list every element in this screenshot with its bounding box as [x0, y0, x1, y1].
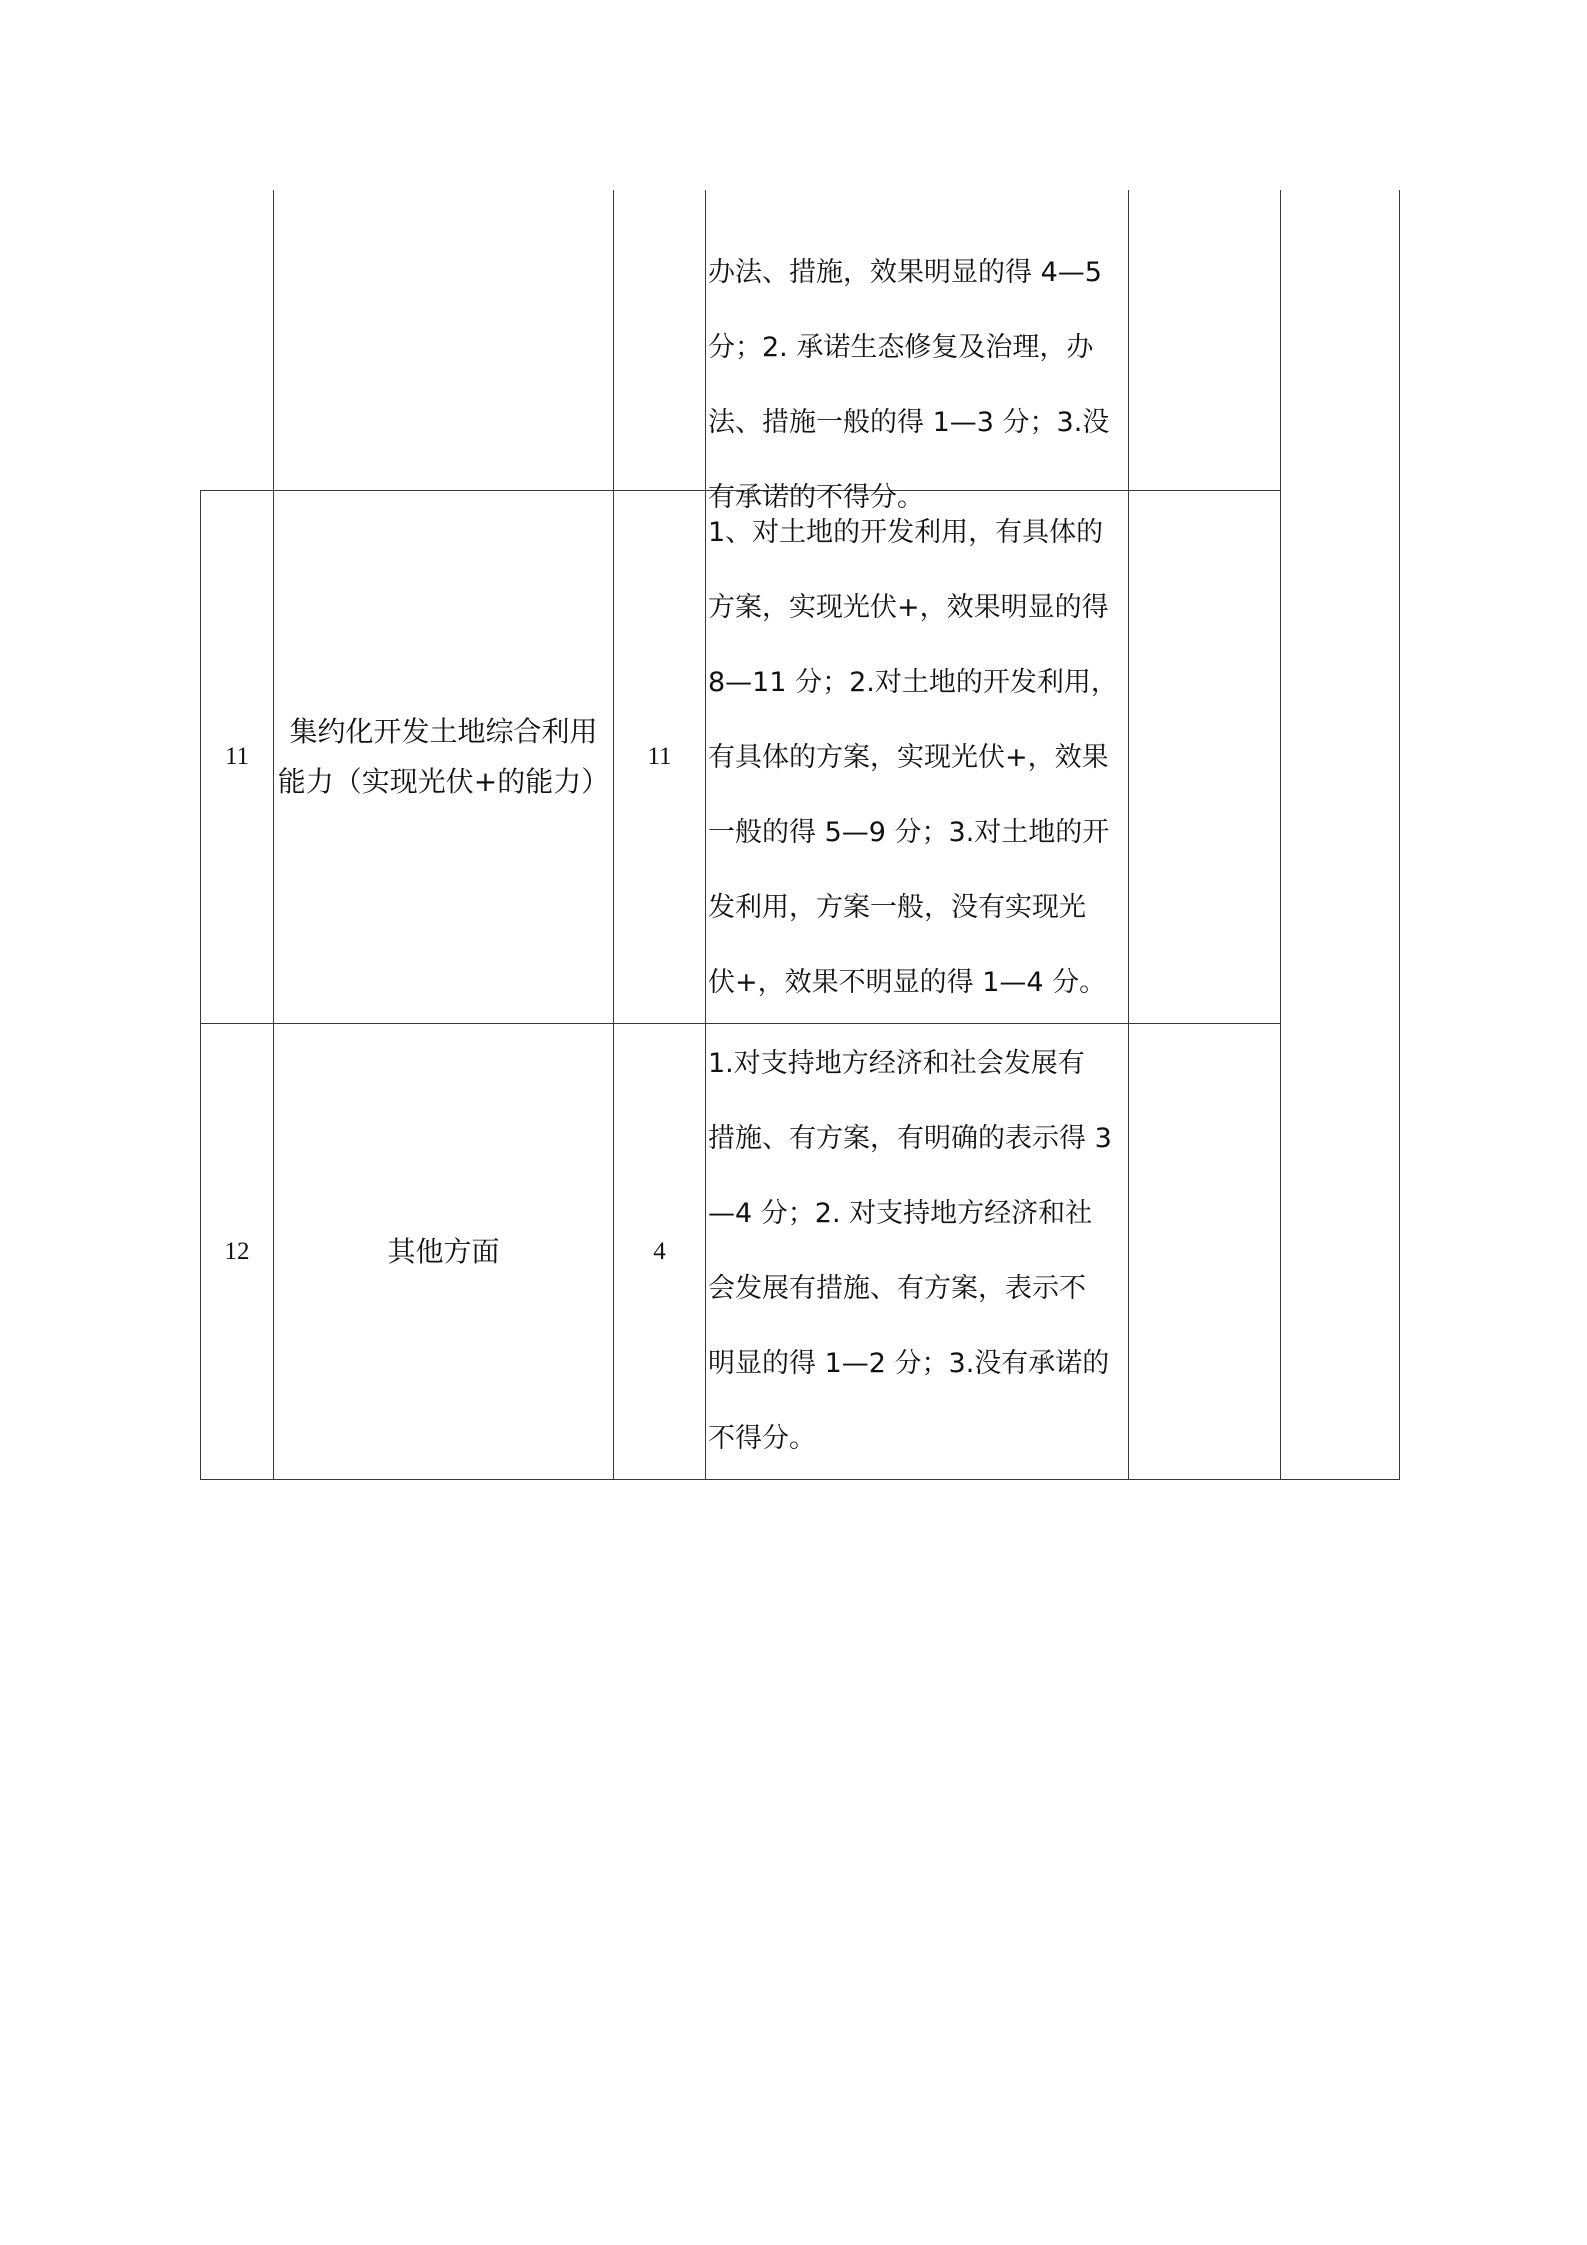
row-index-cell	[201, 491, 273, 1023]
criteria-cell	[706, 190, 1128, 513]
row-index-cell	[201, 1024, 273, 1479]
criteria-line: 1、对土地的开发利用，有具体的	[708, 517, 1104, 548]
criteria-line: 1.对支持地方经济和社会发展有	[708, 1048, 1085, 1079]
criteria-line: 法、措施一般的得 1—3 分；3.没	[708, 407, 1110, 438]
scoring-table	[200, 190, 1400, 1480]
score-cell	[614, 491, 705, 1023]
grid-line	[1399, 190, 1400, 1480]
item-name: 其他方面	[387, 1234, 500, 1268]
criteria-line: 有承诺的不得分。	[708, 482, 924, 513]
criteria-line: 办法、措施，效果明显的得 4—5	[708, 257, 1102, 288]
score-value: 11	[647, 743, 672, 770]
score-value: 4	[653, 1237, 666, 1265]
criteria-line: 一般的得 5—9 分；3.对土地的开	[708, 817, 1110, 848]
criteria-line: 伏+，效果不明显的得 1—4 分。	[708, 967, 1107, 998]
grid-line	[1280, 190, 1281, 1480]
criteria-cell	[706, 491, 1128, 1023]
criteria-line: —4 分；2. 对支持地方经济和社	[708, 1198, 1093, 1229]
criteria-line: 方案，实现光伏+，效果明显的得	[708, 592, 1109, 623]
criteria-cell	[706, 1024, 1128, 1479]
row-index: 11	[224, 743, 250, 770]
grid-line	[200, 1479, 1400, 1480]
criteria-line: 会发展有措施、有方案，表示不	[708, 1273, 1086, 1304]
item-name-cell	[274, 491, 613, 1023]
criteria-line: 分；2. 承诺生态修复及治理，办	[708, 332, 1094, 363]
item-name: 集约化开发土地综合利用能力（实现光伏+的能力）	[277, 715, 610, 798]
item-name-cell	[274, 1024, 613, 1479]
criteria-line: 明显的得 1—2 分；3.没有承诺的	[708, 1348, 1110, 1379]
criteria-line: 措施、有方案，有明确的表示得 3	[708, 1123, 1112, 1154]
criteria-line: 8—11 分；2.对土地的开发利用，	[708, 667, 1118, 698]
grid-line	[1128, 190, 1129, 1480]
score-cell	[614, 1024, 705, 1479]
criteria-line: 发利用，方案一般，没有实现光	[708, 892, 1086, 923]
row-index: 12	[224, 1237, 250, 1265]
criteria-line: 不得分。	[708, 1423, 816, 1454]
criteria-line: 有具体的方案，实现光伏+，效果	[708, 742, 1109, 773]
